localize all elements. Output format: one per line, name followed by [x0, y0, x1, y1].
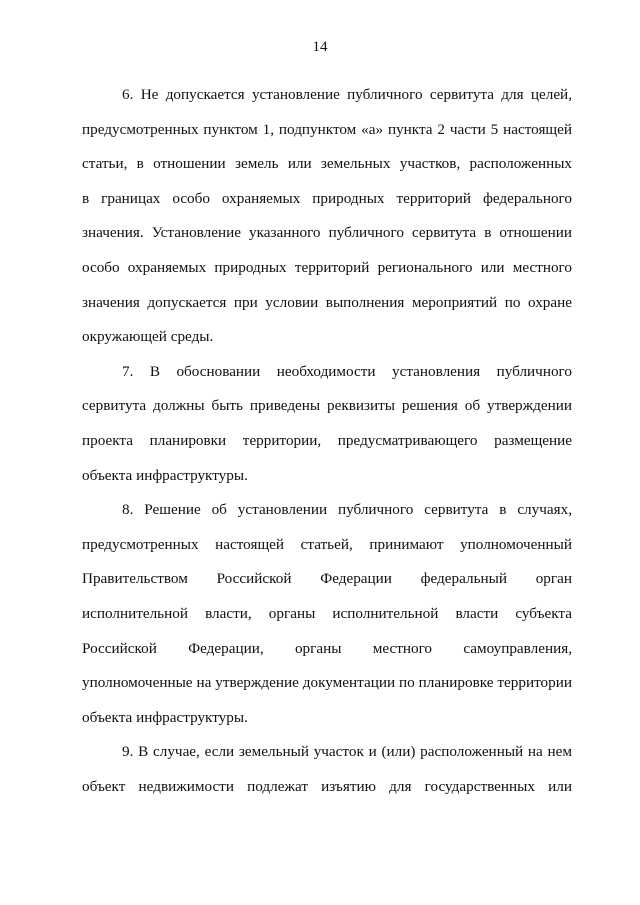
text-line: окружающей среды.: [82, 328, 214, 346]
text-line: объект недвижимости подлежат изъятию для государственных или: [82, 777, 572, 795]
text-line: 6. Не допускается установление публичного сервитута для целей,: [122, 86, 572, 103]
paragraph-p7: [82, 355, 572, 493]
text-line: 8. Решение об установлении публичного сервитута в случаях,: [122, 501, 572, 519]
text-line: в границах особо охраняемых природных территорий федерального: [82, 189, 572, 207]
text-line: исполнительной власти, органы исполнительной власти субъекта: [82, 604, 572, 622]
text-line: уполномоченные на утверждение документации по планировке территории: [82, 674, 572, 692]
text-line: 7. В обосновании необходимости установления публичного: [122, 362, 572, 380]
text-line: 9. В случае, если земельный участок и (или) расположенный на нем: [122, 743, 572, 761]
text-line: значения. Установление указанного публичного сервитута в отношении: [82, 224, 572, 242]
paragraph-p6: [82, 78, 572, 355]
text-line: объекта инфраструктуры.: [82, 708, 248, 726]
text-line: особо охраняемых природных территорий регионального или местного: [82, 258, 572, 276]
text-line: Правительством Российской Федерации федеральный орган: [82, 570, 572, 588]
text-line: проекта планировки территории, предусматривающего размещение: [82, 431, 572, 449]
page-number: 14: [312, 39, 328, 55]
text-line: предусмотренных настоящей статьей, принимают уполномоченный: [82, 535, 572, 553]
paragraph-p9: [82, 735, 572, 804]
document-body: [82, 78, 572, 804]
paragraph-p8: [82, 493, 572, 735]
text-line: объекта инфраструктуры.: [82, 466, 248, 484]
text-line: статьи, в отношении земель или земельных участков, расположенных: [82, 155, 572, 173]
text-line: сервитута должны быть приведены реквизиты решения об утверждении: [82, 397, 572, 415]
text-line: значения допускается при условии выполнения мероприятий по охране: [82, 293, 572, 311]
text-line: Российской Федерации, органы местного самоуправления,: [82, 639, 572, 657]
text-line: предусмотренных пунктом 1, подпунктом «а» пункта 2 части 5 настоящей: [82, 120, 572, 138]
